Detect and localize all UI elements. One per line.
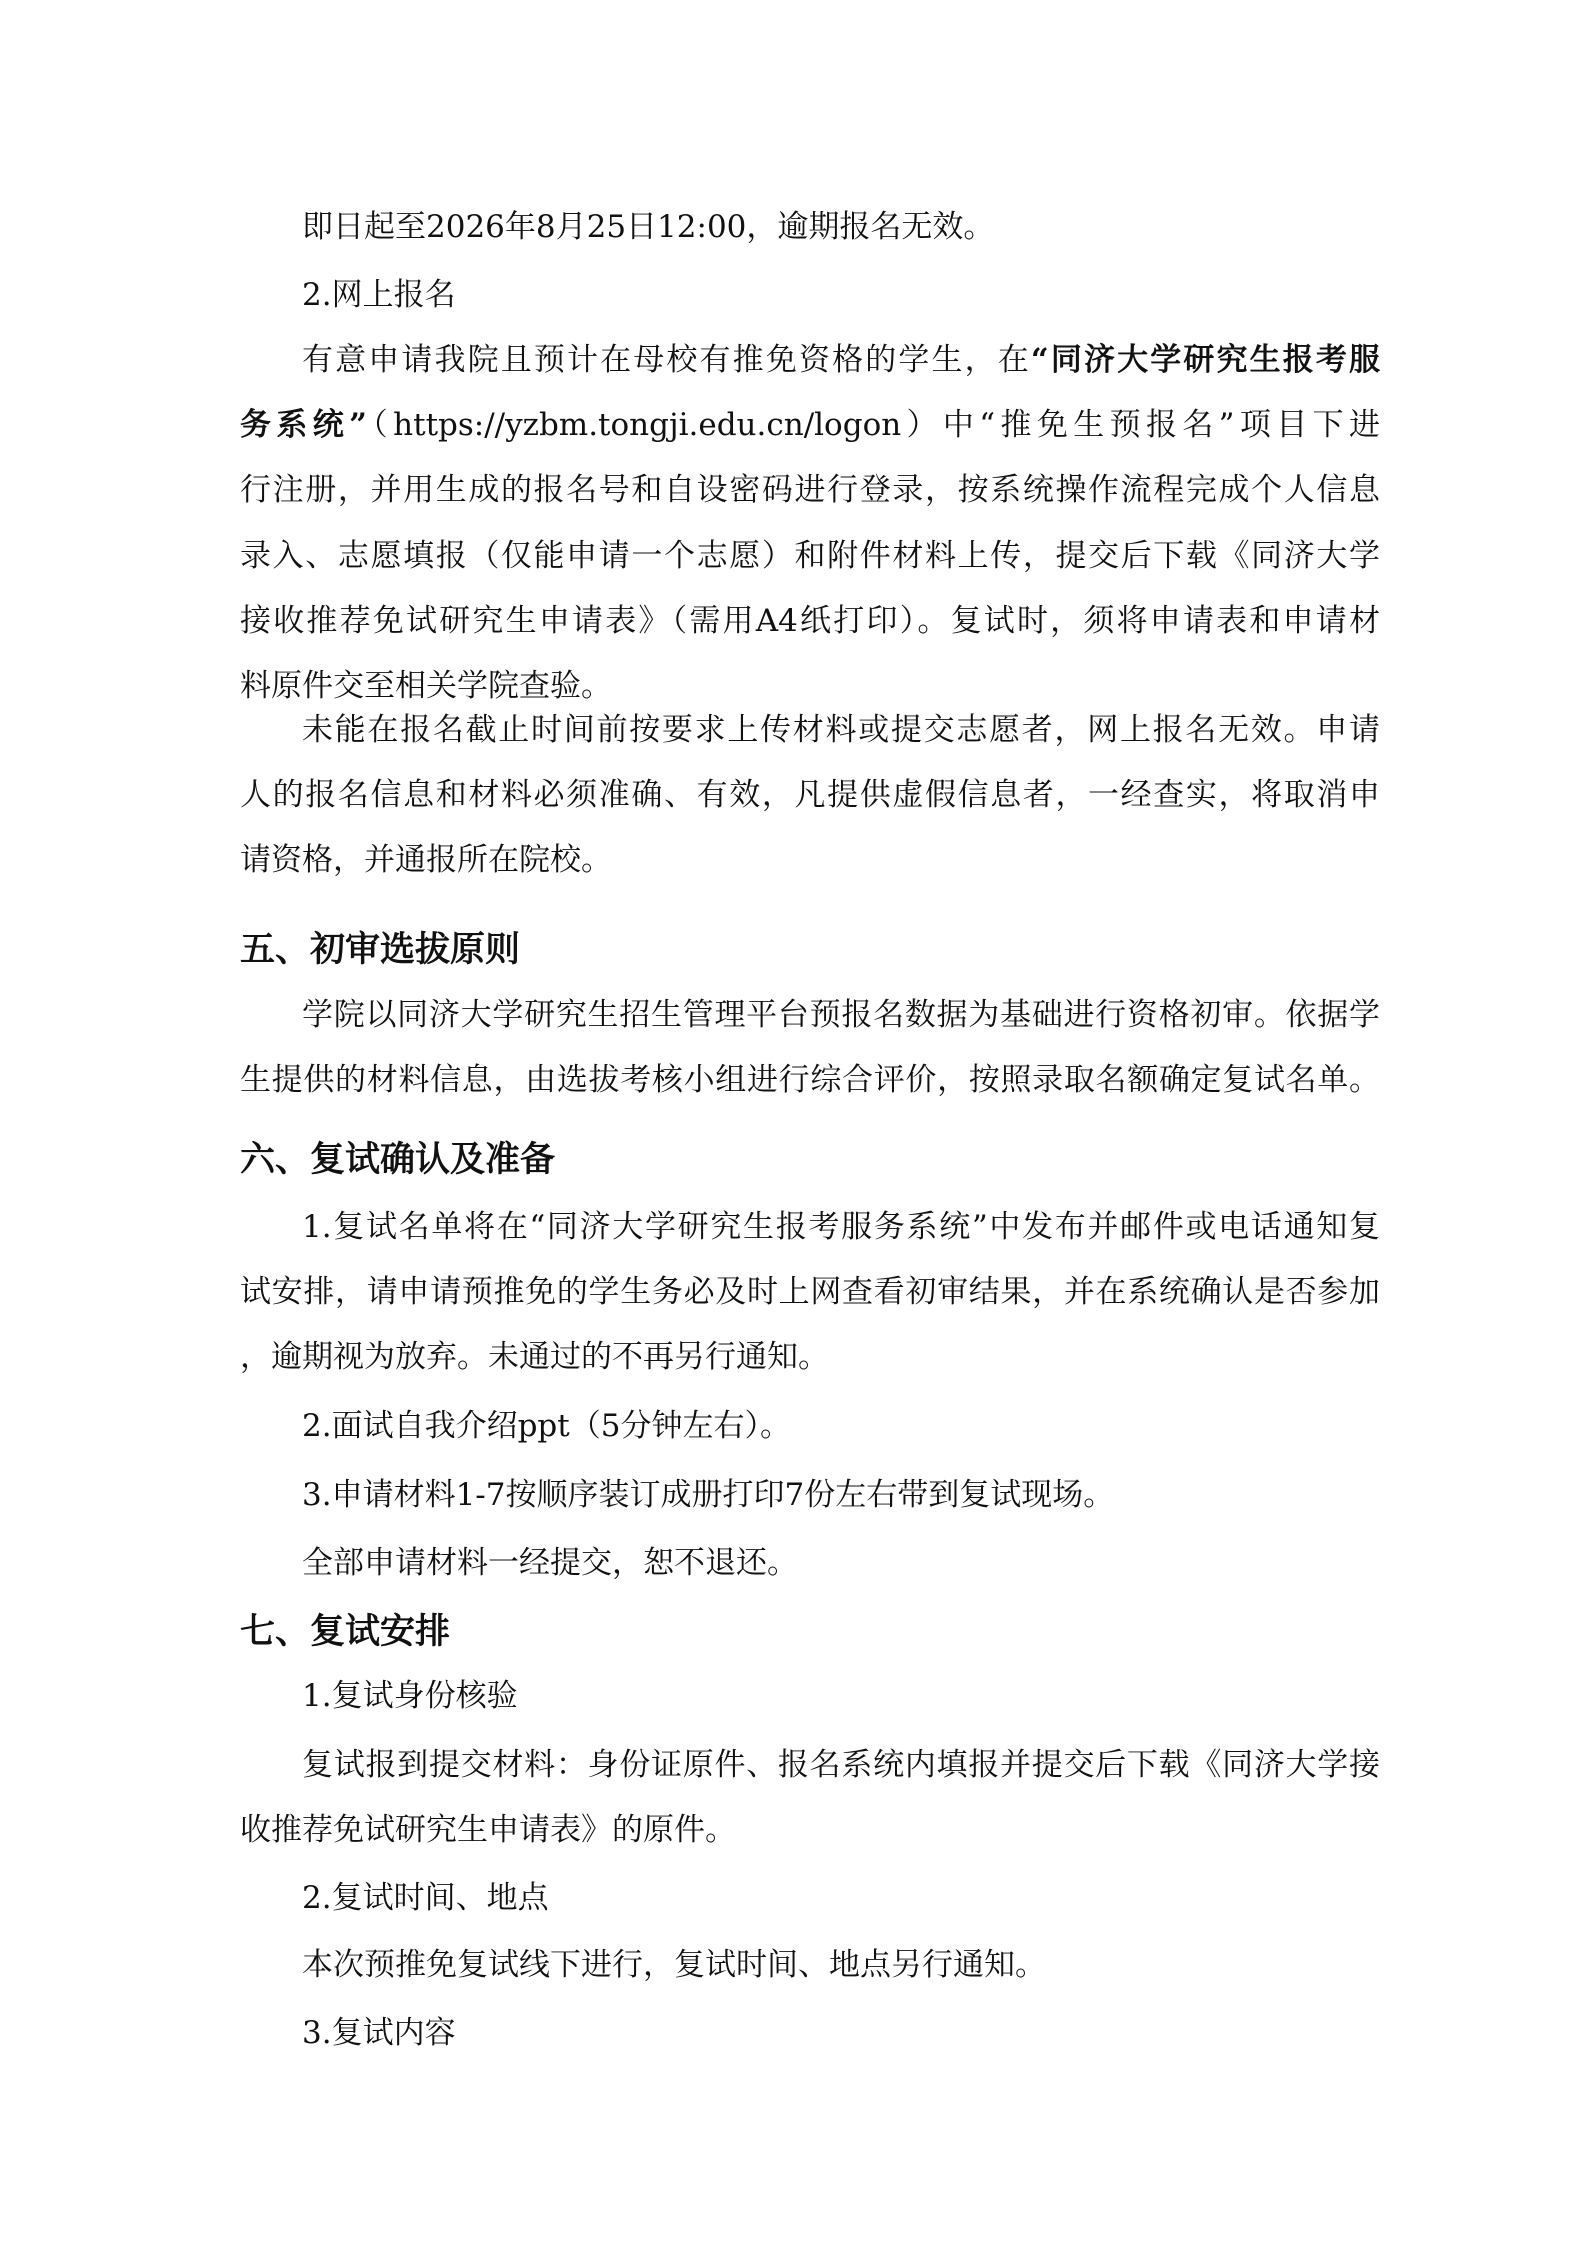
list-item: 3.申请材料1-7按顺序装订成册打印7份左右带到复试现场。 xyxy=(302,1477,1115,1513)
paragraph-line: 料原件交至相关学院查验。 xyxy=(240,668,612,704)
paragraph-line: ，逾期视为放弃。未通过的不再另行通知。 xyxy=(240,1339,829,1375)
paragraph-line: 学院以同济大学研究生招生管理平台预报名数据为基础进行资格初审。依据学 xyxy=(302,997,1380,1033)
system-name-bold: 务系统” xyxy=(240,407,367,443)
list-item: 2.复试时间、地点 xyxy=(302,1880,549,1916)
paragraph-line: 务系统”（https://yzbm.tongji.edu.cn/logon）中“推免生预报名”项目下进 xyxy=(240,407,1380,443)
paragraph-line: 本次预推免复试线下进行，复试时间、地点另行通知。 xyxy=(302,1947,1046,1983)
paragraph-line: 请资格，并通报所在院校。 xyxy=(240,842,612,878)
list-item: 3.复试内容 xyxy=(302,2015,456,2051)
paragraph-line: 试安排，请申请预推免的学生务必及时上网查看初审结果，并在系统确认是否参加 xyxy=(240,1274,1380,1310)
note-text: 全部申请材料一经提交，恕不退还。 xyxy=(302,1545,798,1581)
paragraph-line: 收推荐免试研究生申请表》的原件。 xyxy=(240,1812,736,1848)
paragraph-line: 生提供的材料信息，由选拔考核小组进行综合评价，按照录取名额确定复试名单。 xyxy=(240,1062,1380,1098)
section-title-6: 六、复试确认及准备 xyxy=(240,1140,556,1180)
paragraph-line: 1.复试名单将在“同济大学研究生报考服务系统”中发布并邮件或电话通知复 xyxy=(302,1209,1380,1245)
paragraph-line: 录入、志愿填报（仅能申请一个志愿）和附件材料上传，提交后下载《同济大学 xyxy=(240,538,1380,574)
section-title-7: 七、复试安排 xyxy=(240,1612,451,1652)
paragraph-line: 人的报名信息和材料必须准确、有效，凡提供虚假信息者，一经查实，将取消申 xyxy=(240,777,1380,813)
paragraph-line: 复试报到提交材料：身份证原件、报名系统内填报并提交后下载《同济大学接 xyxy=(302,1747,1380,1783)
online-registration-heading: 2.网上报名 xyxy=(302,277,456,313)
paragraph-line: 行注册，并用生成的报名号和自设密码进行登录，按系统操作流程完成个人信息 xyxy=(240,472,1380,508)
paragraph-line: 未能在报名截止时间前按要求上传材料或提交志愿者，网上报名无效。申请 xyxy=(302,712,1380,748)
system-name-bold: “同济大学研究生报考服 xyxy=(1030,342,1380,378)
section-title-5: 五、初审选拔原则 xyxy=(240,930,521,970)
deadline-text: 即日起至2026年8月25日12:00，逾期报名无效。 xyxy=(302,209,995,245)
list-item: 1.复试身份核验 xyxy=(302,1678,518,1714)
paragraph-line: 有意申请我院且预计在母校有推免资格的学生，在“同济大学研究生报考服 xyxy=(302,342,1380,378)
paragraph-line: 接收推荐免试研究生申请表》（需用A4纸打印）。复试时，须将申请表和申请材 xyxy=(240,603,1380,639)
list-item: 2.面试自我介绍ppt（5分钟左右）。 xyxy=(302,1408,791,1444)
